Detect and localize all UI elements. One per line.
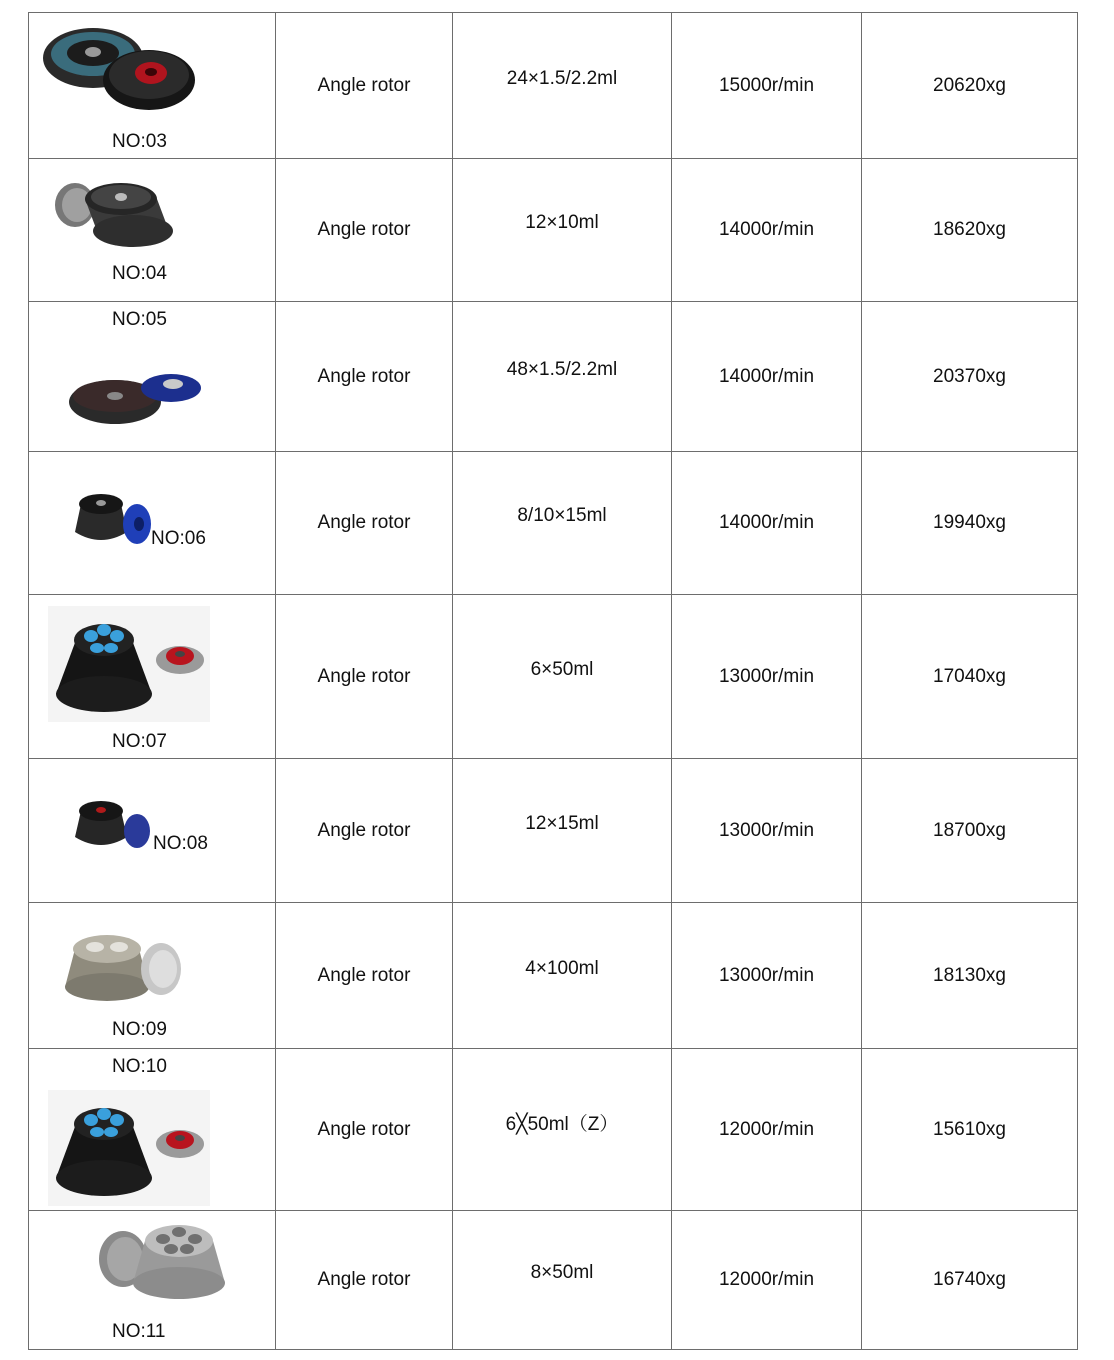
rotor-number: NO:11: [112, 1321, 166, 1342]
rotor-max-speed: 14000r/min: [672, 159, 862, 302]
rotor-image-cell: [29, 759, 276, 903]
rotor-image: [48, 606, 210, 722]
rotor-type: Angle rotor: [276, 13, 453, 159]
table-row: [29, 159, 1078, 302]
rotor-image-cell: [29, 159, 276, 302]
rotor-image-cell: [29, 903, 276, 1049]
rotor-image: [97, 1217, 235, 1303]
rotor-image: [41, 25, 197, 115]
table-row: [29, 903, 1078, 1049]
rotor-image-cell: [29, 302, 276, 452]
rotor-capacity: 6╳50ml（Z）: [453, 1049, 672, 1211]
rotor-capacity: 8×50ml: [453, 1211, 672, 1350]
rotor-image: [48, 1090, 210, 1206]
rotor-number: NO:09: [112, 1019, 167, 1040]
rotor-capacity: 12×10ml: [453, 159, 672, 302]
rotor-capacity: 12×15ml: [453, 759, 672, 903]
rotor-type: Angle rotor: [276, 903, 453, 1049]
rotor-image: [51, 175, 175, 249]
rotor-number: NO:10: [112, 1056, 167, 1077]
rotor-image-cell: [29, 1211, 276, 1350]
rotor-capacity: 48×1.5/2.2ml: [453, 302, 672, 452]
rotor-max-rcf: 18620xg: [862, 159, 1078, 302]
rotor-number: NO:05: [112, 309, 167, 330]
rotor-image: [67, 362, 203, 432]
rotor-spec-table: [28, 12, 1078, 1350]
rotor-max-speed: 14000r/min: [672, 452, 862, 595]
rotor-number: NO:08: [153, 833, 208, 854]
rotor-max-speed: 13000r/min: [672, 759, 862, 903]
rotor-max-speed: 13000r/min: [672, 903, 862, 1049]
rotor-max-rcf: 18130xg: [862, 903, 1078, 1049]
rotor-number: NO:03: [112, 131, 167, 152]
rotor-number: NO:04: [112, 263, 167, 284]
rotor-max-rcf: 19940xg: [862, 452, 1078, 595]
rotor-max-rcf: 18700xg: [862, 759, 1078, 903]
table-row: [29, 302, 1078, 452]
rotor-max-speed: 13000r/min: [672, 595, 862, 759]
table-row: [29, 595, 1078, 759]
rotor-max-rcf: 17040xg: [862, 595, 1078, 759]
table-row: [29, 759, 1078, 903]
rotor-image-cell: [29, 1049, 276, 1211]
rotor-type: Angle rotor: [276, 159, 453, 302]
rotor-type: Angle rotor: [276, 452, 453, 595]
rotor-capacity: 8/10×15ml: [453, 452, 672, 595]
rotor-image: [63, 929, 187, 1005]
rotor-type: Angle rotor: [276, 595, 453, 759]
table-row: [29, 1211, 1078, 1350]
table-row: [29, 452, 1078, 595]
rotor-number: NO:07: [112, 731, 167, 752]
table-row: [29, 13, 1078, 159]
rotor-type: Angle rotor: [276, 1049, 453, 1211]
rotor-image: [73, 488, 157, 550]
rotor-capacity: 4×100ml: [453, 903, 672, 1049]
rotor-max-rcf: 16740xg: [862, 1211, 1078, 1350]
rotor-max-speed: 15000r/min: [672, 13, 862, 159]
rotor-type: Angle rotor: [276, 302, 453, 452]
rotor-max-rcf: 20620xg: [862, 13, 1078, 159]
rotor-image-cell: [29, 13, 276, 159]
rotor-capacity: 24×1.5/2.2ml: [453, 13, 672, 159]
rotor-capacity: 6×50ml: [453, 595, 672, 759]
rotor-type: Angle rotor: [276, 759, 453, 903]
rotor-image-cell: [29, 452, 276, 595]
rotor-max-rcf: 15610xg: [862, 1049, 1078, 1211]
rotor-max-rcf: 20370xg: [862, 302, 1078, 452]
rotor-image-cell: [29, 595, 276, 759]
rotor-image: [73, 797, 155, 855]
rotor-number: NO:06: [151, 528, 206, 549]
rotor-type: Angle rotor: [276, 1211, 453, 1350]
rotor-max-speed: 12000r/min: [672, 1211, 862, 1350]
rotor-max-speed: 12000r/min: [672, 1049, 862, 1211]
rotor-max-speed: 14000r/min: [672, 302, 862, 452]
table-row: [29, 1049, 1078, 1211]
